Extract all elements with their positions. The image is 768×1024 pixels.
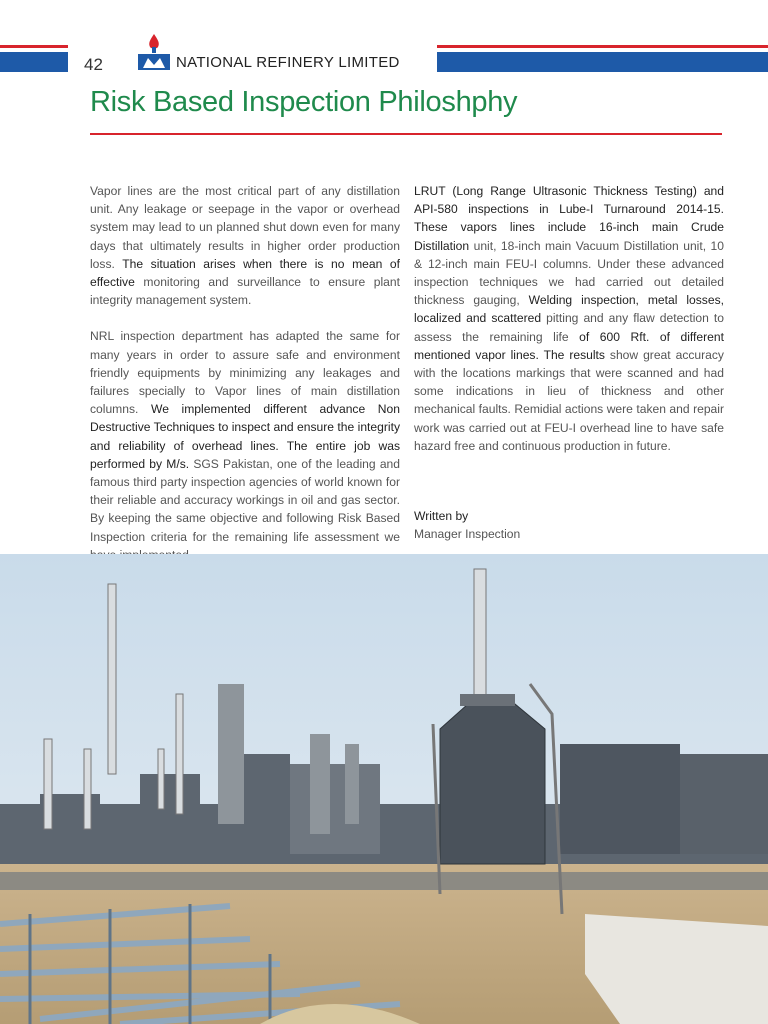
page-number: 42	[84, 55, 103, 74]
byline	[414, 507, 520, 543]
article-column-left	[90, 182, 400, 582]
company-name: NATIONAL REFINERY LIMITED	[176, 54, 400, 71]
byline-role: Manager Inspection	[414, 527, 521, 542]
paragraph: NRL inspection department has adapted the same for many years in order to assure safe and environment friendly equipments by minimizing any leakages and failures specially to Vapor lines of main distillation columns. We implemented different advance Non Destructive Techniques to inspect and ensure the integrity and reliability of overhead lines. The entire job was performed by M/s. SGS Pakistan, one of the leading and famous third party inspection agencies of world known for their reliable and accuracy workings in oil and gas sector. By keeping the same objective and following Risk Based Inspection criteria for the remaining life assessment we	[90, 329, 401, 544]
header-red-rule-left	[0, 45, 68, 48]
header-blue-band-right	[437, 52, 768, 72]
page-title: Risk Based Inspection Philoshphy	[90, 86, 518, 118]
header-blue-band-left	[0, 52, 68, 72]
article-column-right	[414, 182, 724, 473]
header-red-rule-right	[437, 45, 768, 48]
company-logo-icon	[136, 32, 172, 72]
paragraph: Vapor lines are the most critical part of any distillation unit. Any leakage or seepage in the vapor or overhead system may lead to un planned shut down even for many days that ultimately results in higher order production loss. The situation arises when there is no mean of effective monitoring and surveillance to ensure plant integrity management system.	[90, 184, 400, 308]
refinery-photo	[0, 554, 768, 1024]
paragraph: LRUT (Long Range Ultrasonic Thickness Testing) and API-580 inspections in Lube-I Turnaround 2014-15. These vapors lines include 16-inch main Crude Distillation unit, 18-inch main Vacuum Distillation unit, 10 & 12-inch main FEU-I columns. Under these advanced inspection techniques we had carried out detailed thickness gauging, Welding inspection, metal losses, localized and scattered pitting and any flaw detection to assess the remaining life of 600 Rft. of different mentioned vapor lines. The results show great accuracy with the locations markings that were scanned and had some indications in lieu of thickness and other mechanical faults. Remidial actions were taken and repair work was carried out at FEU-I overhead line to have safe hazard free and continuous production in future.	[414, 184, 724, 453]
title-divider	[90, 133, 722, 135]
byline-label: Written by	[414, 509, 469, 523]
